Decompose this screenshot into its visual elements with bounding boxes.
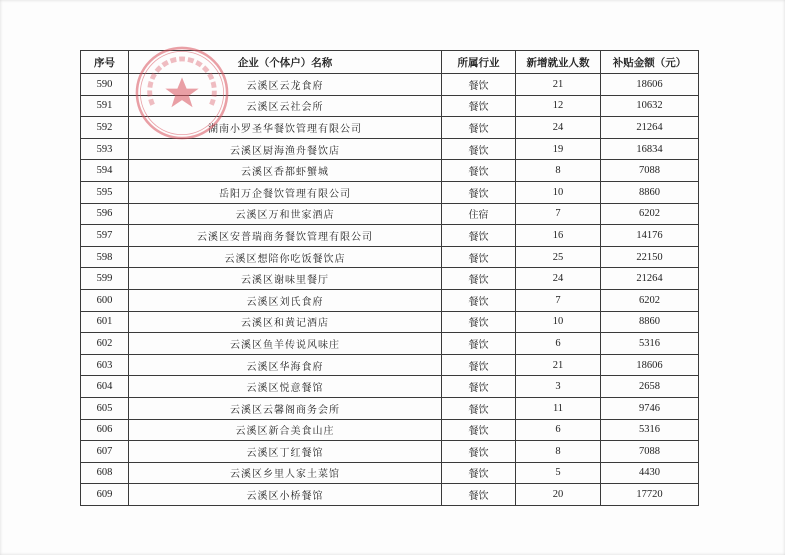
row-industry: 住宿	[442, 203, 516, 225]
row-company-name: 云溪区香都虾蟹城	[129, 160, 442, 182]
row-new-jobs: 8	[516, 441, 601, 463]
table-header-row	[81, 51, 699, 74]
table-row	[81, 311, 699, 333]
row-subsidy-amount: 5316	[601, 419, 699, 441]
table-row	[81, 95, 699, 117]
row-subsidy-amount: 2658	[601, 376, 699, 398]
row-new-jobs: 12	[516, 95, 601, 117]
table-row	[81, 333, 699, 355]
subsidy-table	[80, 50, 699, 506]
header-subsidy: 补贴金额（元）	[601, 51, 699, 74]
row-industry: 餐饮	[442, 225, 516, 247]
row-number: 594	[81, 160, 129, 182]
table-row	[81, 138, 699, 160]
row-company-name: 云溪区新合美食山庄	[129, 419, 442, 441]
table-row	[81, 268, 699, 290]
row-new-jobs: 21	[516, 74, 601, 96]
header-new-jobs: 新增就业人数	[516, 51, 601, 74]
row-number: 590	[81, 74, 129, 96]
row-company-name: 云溪区安普瑞商务餐饮管理有限公司	[129, 225, 442, 247]
row-company-name: 云溪区万和世家酒店	[129, 203, 442, 225]
row-new-jobs: 11	[516, 397, 601, 419]
row-number: 595	[81, 181, 129, 203]
row-industry: 餐饮	[442, 484, 516, 506]
row-industry: 餐饮	[442, 354, 516, 376]
row-number: 609	[81, 484, 129, 506]
row-number: 602	[81, 333, 129, 355]
row-subsidy-amount: 14176	[601, 225, 699, 247]
row-subsidy-amount: 18606	[601, 74, 699, 96]
row-number: 597	[81, 225, 129, 247]
row-number: 600	[81, 289, 129, 311]
header-name: 企业（个体户）名称	[129, 51, 442, 74]
row-number: 599	[81, 268, 129, 290]
table-row	[81, 419, 699, 441]
row-subsidy-amount: 7088	[601, 160, 699, 182]
row-industry: 餐饮	[442, 289, 516, 311]
row-number: 603	[81, 354, 129, 376]
row-new-jobs: 19	[516, 138, 601, 160]
row-subsidy-amount: 9746	[601, 397, 699, 419]
row-company-name: 云溪区悦意餐馆	[129, 376, 442, 398]
table-row	[81, 160, 699, 182]
row-number: 604	[81, 376, 129, 398]
row-company-name: 云溪区厨海渔舟餐饮店	[129, 138, 442, 160]
row-number: 607	[81, 441, 129, 463]
row-industry: 餐饮	[442, 376, 516, 398]
row-company-name: 云溪区云龙食府	[129, 74, 442, 96]
row-new-jobs: 7	[516, 289, 601, 311]
row-new-jobs: 7	[516, 203, 601, 225]
row-new-jobs: 6	[516, 419, 601, 441]
row-new-jobs: 5	[516, 462, 601, 484]
row-industry: 餐饮	[442, 441, 516, 463]
header-no: 序号	[81, 51, 129, 74]
row-subsidy-amount: 16834	[601, 138, 699, 160]
row-number: 598	[81, 246, 129, 268]
row-company-name: 云溪区和黄记酒店	[129, 311, 442, 333]
row-subsidy-amount: 7088	[601, 441, 699, 463]
row-industry: 餐饮	[442, 95, 516, 117]
row-new-jobs: 20	[516, 484, 601, 506]
row-industry: 餐饮	[442, 419, 516, 441]
row-company-name: 岳阳万企餐饮管理有限公司	[129, 181, 442, 203]
row-number: 591	[81, 95, 129, 117]
table-row	[81, 397, 699, 419]
row-industry: 餐饮	[442, 117, 516, 139]
table-row	[81, 181, 699, 203]
row-new-jobs: 10	[516, 181, 601, 203]
row-new-jobs: 8	[516, 160, 601, 182]
row-industry: 餐饮	[442, 268, 516, 290]
table-row	[81, 74, 699, 96]
row-subsidy-amount: 22150	[601, 246, 699, 268]
row-new-jobs: 21	[516, 354, 601, 376]
row-new-jobs: 6	[516, 333, 601, 355]
table-body	[81, 74, 699, 506]
row-subsidy-amount: 21264	[601, 117, 699, 139]
table-row	[81, 484, 699, 506]
row-industry: 餐饮	[442, 397, 516, 419]
row-subsidy-amount: 8860	[601, 181, 699, 203]
row-subsidy-amount: 21264	[601, 268, 699, 290]
row-number: 605	[81, 397, 129, 419]
table-row	[81, 376, 699, 398]
row-new-jobs: 25	[516, 246, 601, 268]
row-industry: 餐饮	[442, 462, 516, 484]
row-industry: 餐饮	[442, 311, 516, 333]
row-subsidy-amount: 10632	[601, 95, 699, 117]
row-subsidy-amount: 5316	[601, 333, 699, 355]
table-row	[81, 225, 699, 247]
table-row	[81, 354, 699, 376]
row-company-name: 云溪区谢味里餐厅	[129, 268, 442, 290]
table-row	[81, 117, 699, 139]
row-new-jobs: 24	[516, 117, 601, 139]
row-industry: 餐饮	[442, 246, 516, 268]
row-subsidy-amount: 6202	[601, 203, 699, 225]
table-row	[81, 462, 699, 484]
row-number: 593	[81, 138, 129, 160]
row-industry: 餐饮	[442, 181, 516, 203]
row-industry: 餐饮	[442, 138, 516, 160]
row-company-name: 云溪区云社会所	[129, 95, 442, 117]
row-subsidy-amount: 4430	[601, 462, 699, 484]
table-row	[81, 246, 699, 268]
row-company-name: 云溪区刘氏食府	[129, 289, 442, 311]
table-row	[81, 441, 699, 463]
row-company-name: 云溪区乡里人家土菜馆	[129, 462, 442, 484]
table-row	[81, 203, 699, 225]
row-subsidy-amount: 18606	[601, 354, 699, 376]
row-company-name: 云溪区丁红餐馆	[129, 441, 442, 463]
row-company-name: 云溪区云馨阁商务会所	[129, 397, 442, 419]
row-number: 608	[81, 462, 129, 484]
row-number: 606	[81, 419, 129, 441]
row-number: 592	[81, 117, 129, 139]
row-industry: 餐饮	[442, 160, 516, 182]
row-subsidy-amount: 6202	[601, 289, 699, 311]
row-new-jobs: 16	[516, 225, 601, 247]
row-subsidy-amount: 8860	[601, 311, 699, 333]
row-new-jobs: 24	[516, 268, 601, 290]
row-new-jobs: 3	[516, 376, 601, 398]
row-number: 601	[81, 311, 129, 333]
row-company-name: 云溪区华海食府	[129, 354, 442, 376]
row-industry: 餐饮	[442, 333, 516, 355]
row-company-name: 云溪区鱼羊传说风味庄	[129, 333, 442, 355]
row-company-name: 云溪区小桥餐馆	[129, 484, 442, 506]
row-number: 596	[81, 203, 129, 225]
row-subsidy-amount: 17720	[601, 484, 699, 506]
row-company-name: 云溪区想陪你吃饭餐饮店	[129, 246, 442, 268]
header-industry: 所属行业	[442, 51, 516, 74]
table-row	[81, 289, 699, 311]
row-company-name: 湖南小罗圣华餐饮管理有限公司	[129, 117, 442, 139]
row-industry: 餐饮	[442, 74, 516, 96]
row-new-jobs: 10	[516, 311, 601, 333]
